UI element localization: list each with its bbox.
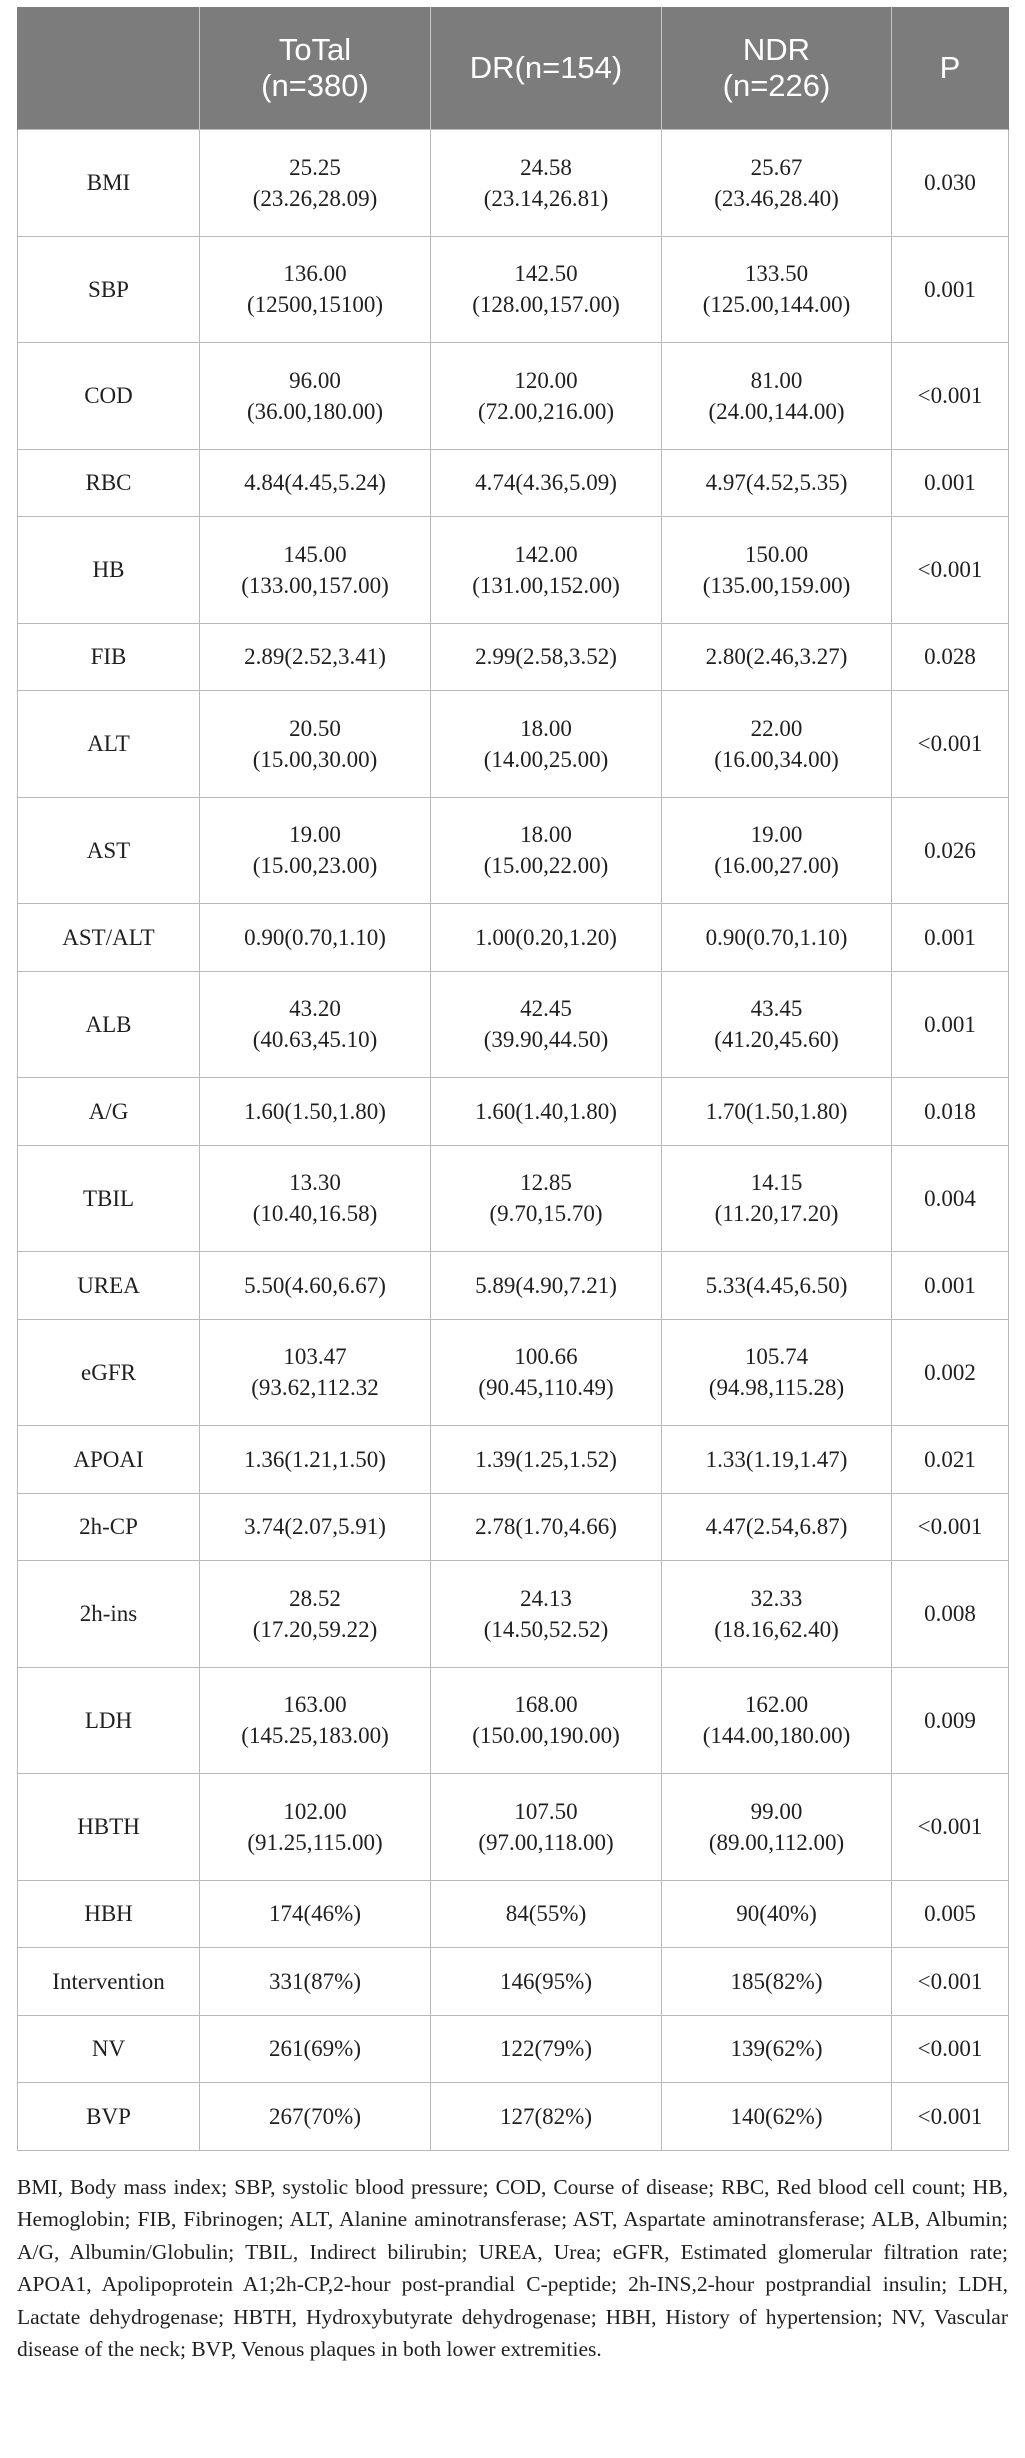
cell-p-value: 0.002 xyxy=(892,1319,1009,1426)
cell-ndr xyxy=(662,2083,892,2151)
header-ndr xyxy=(662,7,892,130)
cell-variable: 2h-CP xyxy=(18,1493,200,1561)
cell-total xyxy=(200,691,431,798)
cell-variable: HBTH xyxy=(18,1774,200,1881)
cell-total-line: 331(87%) xyxy=(269,1968,361,1994)
cell-ndr-line: 162.00 xyxy=(744,1692,809,1718)
cell-total-line: 103.47 xyxy=(283,1344,347,1370)
cell-total-line: 145.00 xyxy=(283,541,347,567)
cell-total-line: 136.00 xyxy=(283,261,347,287)
cell-variable: eGFR xyxy=(18,1319,200,1426)
cell-dr-line: 2.78(1.70,4.66) xyxy=(475,1514,617,1540)
cell-total xyxy=(200,2015,431,2083)
header-p-line: P xyxy=(939,50,961,85)
cell-variable: ALB xyxy=(18,971,200,1078)
cell-ndr-line: 140(62%) xyxy=(730,2103,823,2129)
cell-dr-line: (90.45,110.49) xyxy=(478,1375,614,1401)
header-row xyxy=(18,7,1009,130)
cell-dr xyxy=(431,1078,662,1146)
cell-dr-line: (39.90,44.50) xyxy=(483,1027,609,1053)
cell-ndr xyxy=(662,1078,892,1146)
cell-ndr-line: (125.00,144.00) xyxy=(702,292,851,318)
cell-p-value: 0.028 xyxy=(892,623,1009,691)
cell-total-line: 13.30 xyxy=(289,1170,341,1196)
table-row xyxy=(18,1948,1009,2016)
cell-ndr-line: 90(40%) xyxy=(736,1901,817,1927)
cell-total-line: (15.00,23.00) xyxy=(252,853,378,879)
cell-dr xyxy=(431,971,662,1078)
cell-total xyxy=(200,449,431,517)
cell-total-line: 19.00 xyxy=(289,822,341,848)
cell-p-value: 0.004 xyxy=(892,1145,1009,1252)
cell-dr-line: 18.00 xyxy=(520,715,572,741)
cell-total-line: 1.36(1.21,1.50) xyxy=(244,1446,386,1472)
cell-dr xyxy=(431,1252,662,1320)
cell-ndr xyxy=(662,971,892,1078)
cell-ndr xyxy=(662,1561,892,1668)
cell-ndr xyxy=(662,1774,892,1881)
cell-dr-line: 142.00 xyxy=(514,541,578,567)
table-row xyxy=(18,1426,1009,1494)
cell-total xyxy=(200,1561,431,1668)
table-row xyxy=(18,236,1009,343)
cell-ndr-line: (135.00,159.00) xyxy=(702,572,851,598)
cell-total-line: (23.26,28.09) xyxy=(252,185,378,211)
cell-dr-line: 24.58 xyxy=(520,154,572,180)
cell-dr-line: (15.00,22.00) xyxy=(483,853,609,879)
cell-total-line: (133.00,157.00) xyxy=(241,572,389,598)
cell-ndr xyxy=(662,1252,892,1320)
cell-total-line: 102.00 xyxy=(283,1798,347,1824)
cell-total xyxy=(200,1774,431,1881)
cell-dr-line: 5.89(4.90,7.21) xyxy=(475,1272,617,1298)
cell-total xyxy=(200,343,431,450)
cell-dr-line: 12.85 xyxy=(520,1170,572,1196)
cell-ndr-line: 99.00 xyxy=(750,1798,803,1824)
cell-dr-line: (14.00,25.00) xyxy=(483,746,609,772)
cell-ndr-line: 105.74 xyxy=(744,1344,809,1370)
cell-total-line: (93.62,112.32 xyxy=(251,1375,379,1401)
cell-ndr xyxy=(662,1319,892,1426)
table-row xyxy=(18,1252,1009,1320)
cell-total-line: (91.25,115.00) xyxy=(247,1829,383,1855)
cell-variable: FIB xyxy=(18,623,200,691)
cell-total-line: 5.50(4.60,6.67) xyxy=(244,1272,386,1298)
cell-total-line: 43.20 xyxy=(289,996,341,1022)
cell-ndr-line: 185(82%) xyxy=(730,1968,823,1994)
cell-total-line: (17.20,59.22) xyxy=(252,1616,378,1642)
cell-variable: A/G xyxy=(18,1078,200,1146)
cell-ndr xyxy=(662,797,892,904)
cell-dr xyxy=(431,691,662,798)
cell-ndr-line: 133.50 xyxy=(744,261,809,287)
cell-dr-line: (9.70,15.70) xyxy=(489,1201,603,1227)
cell-dr-line: 2.99(2.58,3.52) xyxy=(475,644,617,670)
cell-total xyxy=(200,1319,431,1426)
cell-dr-line: (14.50,52.52) xyxy=(483,1616,609,1642)
data-table xyxy=(17,7,1009,2151)
table-row xyxy=(18,1561,1009,1668)
cell-ndr xyxy=(662,517,892,624)
table-row xyxy=(18,517,1009,624)
document-page xyxy=(17,7,1008,2366)
cell-ndr-line: 32.33 xyxy=(750,1585,803,1611)
cell-ndr xyxy=(662,1948,892,2016)
cell-p-value: 0.021 xyxy=(892,1426,1009,1494)
cell-p-value: 0.001 xyxy=(892,971,1009,1078)
cell-dr xyxy=(431,517,662,624)
cell-p-value: 0.005 xyxy=(892,1880,1009,1948)
cell-total-line: 2.89(2.52,3.41) xyxy=(244,644,386,670)
cell-ndr xyxy=(662,1426,892,1494)
cell-dr-line: (97.00,118.00) xyxy=(478,1829,614,1855)
cell-ndr xyxy=(662,343,892,450)
cell-variable: BMI xyxy=(18,130,200,237)
cell-total xyxy=(200,797,431,904)
cell-dr-line: 1.39(1.25,1.52) xyxy=(475,1446,617,1472)
table-row xyxy=(18,2083,1009,2151)
cell-p-value: <0.001 xyxy=(892,1774,1009,1881)
cell-p-value: 0.018 xyxy=(892,1078,1009,1146)
cell-ndr-line: 5.33(4.45,6.50) xyxy=(705,1272,848,1298)
table-row xyxy=(18,343,1009,450)
cell-p-value: <0.001 xyxy=(892,1948,1009,2016)
cell-p-value: <0.001 xyxy=(892,517,1009,624)
cell-p-value: <0.001 xyxy=(892,691,1009,798)
cell-dr-line: 24.13 xyxy=(520,1585,572,1611)
cell-ndr xyxy=(662,623,892,691)
table-header xyxy=(18,7,1009,130)
cell-variable: RBC xyxy=(18,449,200,517)
cell-total-line: 163.00 xyxy=(283,1692,347,1718)
cell-ndr xyxy=(662,130,892,237)
header-total xyxy=(200,7,431,130)
cell-p-value: 0.008 xyxy=(892,1561,1009,1668)
cell-ndr-line: (23.46,28.40) xyxy=(714,185,839,211)
cell-ndr-line: 43.45 xyxy=(750,996,803,1022)
cell-total-line: (12500,15100) xyxy=(246,292,384,318)
cell-variable: APOAI xyxy=(18,1426,200,1494)
cell-dr-line: 127(82%) xyxy=(500,2103,592,2129)
table-row xyxy=(18,1319,1009,1426)
cell-dr xyxy=(431,1319,662,1426)
cell-dr-line: (128.00,157.00) xyxy=(472,292,620,318)
header-p xyxy=(892,7,1009,130)
cell-variable: LDH xyxy=(18,1667,200,1774)
cell-variable: UREA xyxy=(18,1252,200,1320)
cell-dr-line: 122(79%) xyxy=(500,2036,592,2062)
table-row xyxy=(18,130,1009,237)
cell-dr xyxy=(431,130,662,237)
table-row xyxy=(18,449,1009,517)
cell-total xyxy=(200,1493,431,1561)
cell-total xyxy=(200,971,431,1078)
cell-total xyxy=(200,1426,431,1494)
header-dr xyxy=(431,7,662,130)
cell-total xyxy=(200,1252,431,1320)
table-row xyxy=(18,1145,1009,1252)
cell-total-line: 4.84(4.45,5.24) xyxy=(244,470,386,496)
cell-variable: HBH xyxy=(18,1880,200,1948)
cell-ndr-line: 19.00 xyxy=(750,822,803,848)
cell-dr xyxy=(431,1880,662,1948)
table-row xyxy=(18,1667,1009,1774)
cell-total-line: 261(69%) xyxy=(269,2036,361,2062)
cell-total xyxy=(200,517,431,624)
cell-ndr xyxy=(662,691,892,798)
cell-total-line: 0.90(0.70,1.10) xyxy=(244,924,386,950)
cell-ndr-line: (41.20,45.60) xyxy=(714,1027,839,1053)
cell-total xyxy=(200,1078,431,1146)
cell-ndr-line: 81.00 xyxy=(750,367,803,393)
cell-variable: Intervention xyxy=(18,1948,200,2016)
cell-dr-line: (72.00,216.00) xyxy=(477,398,615,424)
cell-dr-line: 107.50 xyxy=(514,1798,578,1824)
cell-total-line: 174(46%) xyxy=(269,1901,361,1927)
cell-variable: AST/ALT xyxy=(18,904,200,972)
cell-total-line: 28.52 xyxy=(289,1585,341,1611)
cell-total xyxy=(200,1880,431,1948)
cell-total xyxy=(200,236,431,343)
cell-total-line: (36.00,180.00) xyxy=(246,398,384,424)
cell-dr-line: 168.00 xyxy=(514,1692,578,1718)
cell-total-line: (145.25,183.00) xyxy=(241,1723,389,1749)
cell-ndr xyxy=(662,1880,892,1948)
cell-ndr-line: 1.33(1.19,1.47) xyxy=(705,1446,848,1472)
cell-p-value: 0.001 xyxy=(892,1252,1009,1320)
cell-ndr xyxy=(662,1145,892,1252)
cell-ndr-line: (11.20,17.20) xyxy=(714,1201,839,1227)
cell-total xyxy=(200,904,431,972)
cell-ndr xyxy=(662,236,892,343)
table-row xyxy=(18,623,1009,691)
cell-total xyxy=(200,623,431,691)
cell-dr-line: 18.00 xyxy=(520,822,572,848)
cell-dr-line: 42.45 xyxy=(520,996,572,1022)
cell-ndr-line: 22.00 xyxy=(750,715,803,741)
cell-dr xyxy=(431,2015,662,2083)
table-row xyxy=(18,2015,1009,2083)
cell-total xyxy=(200,2083,431,2151)
table-row xyxy=(18,691,1009,798)
cell-ndr xyxy=(662,1493,892,1561)
cell-ndr xyxy=(662,449,892,517)
table-row xyxy=(18,1880,1009,1948)
cell-dr-line: (131.00,152.00) xyxy=(472,572,620,598)
cell-dr xyxy=(431,1561,662,1668)
cell-dr-line: 100.66 xyxy=(514,1344,578,1370)
cell-variable: HB xyxy=(18,517,200,624)
cell-ndr xyxy=(662,1667,892,1774)
cell-dr xyxy=(431,2083,662,2151)
cell-dr-line: (23.14,26.81) xyxy=(483,185,609,211)
cell-dr xyxy=(431,1948,662,2016)
cell-dr xyxy=(431,343,662,450)
cell-ndr-line: (94.98,115.28) xyxy=(708,1375,845,1401)
header-ndr-line: (n=226) xyxy=(722,68,831,103)
cell-dr xyxy=(431,904,662,972)
cell-p-value: 0.001 xyxy=(892,236,1009,343)
cell-dr-line: 120.00 xyxy=(514,367,578,393)
cell-total xyxy=(200,1948,431,2016)
cell-variable: NV xyxy=(18,2015,200,2083)
cell-p-value: 0.030 xyxy=(892,130,1009,237)
table-row xyxy=(18,971,1009,1078)
table-body xyxy=(18,130,1009,2151)
cell-ndr-line: 25.67 xyxy=(750,154,803,180)
cell-dr xyxy=(431,1774,662,1881)
cell-ndr-line: (18.16,62.40) xyxy=(714,1616,839,1642)
cell-ndr xyxy=(662,904,892,972)
cell-ndr-line: (89.00,112.00) xyxy=(708,1829,845,1855)
cell-variable: COD xyxy=(18,343,200,450)
cell-total xyxy=(200,1667,431,1774)
table-row xyxy=(18,1078,1009,1146)
cell-ndr-line: 14.15 xyxy=(750,1170,803,1196)
cell-ndr-line: (16.00,27.00) xyxy=(714,853,839,879)
cell-dr xyxy=(431,797,662,904)
cell-dr-line: 84(55%) xyxy=(505,1901,587,1927)
cell-p-value: <0.001 xyxy=(892,2015,1009,2083)
cell-dr-line: 146(95%) xyxy=(500,1968,592,1994)
cell-total xyxy=(200,130,431,237)
cell-dr xyxy=(431,449,662,517)
cell-dr-line: 142.50 xyxy=(514,261,578,287)
table-row xyxy=(18,904,1009,972)
cell-total-line: 20.50 xyxy=(289,715,341,741)
header-variable xyxy=(18,7,200,130)
table-row xyxy=(18,1774,1009,1881)
cell-variable: ALT xyxy=(18,691,200,798)
header-ndr-line: NDR xyxy=(742,32,811,67)
cell-total-line: 1.60(1.50,1.80) xyxy=(244,1098,386,1124)
cell-total-line: (10.40,16.58) xyxy=(252,1201,378,1227)
cell-ndr-line: 4.47(2.54,6.87) xyxy=(705,1514,848,1540)
cell-variable: TBIL xyxy=(18,1145,200,1252)
cell-ndr-line: 4.97(4.52,5.35) xyxy=(705,470,848,496)
cell-dr-line: (150.00,190.00) xyxy=(472,1723,620,1749)
cell-dr xyxy=(431,1667,662,1774)
cell-variable: 2h-ins xyxy=(18,1561,200,1668)
cell-ndr-line: 139(62%) xyxy=(730,2036,823,2062)
cell-ndr-line: 2.80(2.46,3.27) xyxy=(705,644,848,670)
table-row xyxy=(18,797,1009,904)
cell-dr xyxy=(431,623,662,691)
cell-dr-line: 1.00(0.20,1.20) xyxy=(475,924,617,950)
cell-variable: AST xyxy=(18,797,200,904)
cell-dr xyxy=(431,236,662,343)
cell-ndr-line: (24.00,144.00) xyxy=(708,398,845,424)
cell-p-value: 0.009 xyxy=(892,1667,1009,1774)
cell-dr-line: 1.60(1.40,1.80) xyxy=(475,1098,617,1124)
cell-p-value: 0.026 xyxy=(892,797,1009,904)
cell-p-value: <0.001 xyxy=(892,2083,1009,2151)
cell-ndr-line: 150.00 xyxy=(744,541,809,567)
cell-total xyxy=(200,1145,431,1252)
header-total-line: ToTal xyxy=(278,32,352,67)
cell-total-line: (40.63,45.10) xyxy=(252,1027,378,1053)
cell-total-line: 96.00 xyxy=(289,367,341,393)
header-dr-line: DR(n=154) xyxy=(469,50,623,85)
cell-dr xyxy=(431,1493,662,1561)
cell-ndr-line: 1.70(1.50,1.80) xyxy=(705,1098,848,1124)
cell-total-line: 267(70%) xyxy=(269,2103,361,2129)
table-row xyxy=(18,1493,1009,1561)
cell-variable: BVP xyxy=(18,2083,200,2151)
header-total-line: (n=380) xyxy=(261,68,369,103)
cell-ndr-line: (16.00,34.00) xyxy=(714,746,839,772)
cell-variable: SBP xyxy=(18,236,200,343)
cell-dr-line: 4.74(4.36,5.09) xyxy=(475,470,617,496)
cell-ndr-line: 0.90(0.70,1.10) xyxy=(705,924,848,950)
cell-ndr-line: (144.00,180.00) xyxy=(702,1723,851,1749)
cell-dr xyxy=(431,1426,662,1494)
cell-p-value: <0.001 xyxy=(892,343,1009,450)
cell-p-value: 0.001 xyxy=(892,904,1009,972)
cell-p-value: 0.001 xyxy=(892,449,1009,517)
cell-p-value: <0.001 xyxy=(892,1493,1009,1561)
cell-dr xyxy=(431,1145,662,1252)
table-footnote: BMI, Body mass index; SBP, systolic blood pressure; COD, Course of disease; RBC, Red blood cell count; HB, Hemoglobin; FIB, Fibrinogen; ALT, Alanine aminotransferase; AST, Aspartate aminotransferase; ALB, Albumin; A/G, Albumin/Globulin; TBIL, Indirect bilirubin; UREA, Urea; eGFR, Estimated glomerular filtration rate; APOA1, Apolipoprotein A1;2h-CP,2-hour post-prandial C-peptide; 2h-INS,2-hour postprandial insulin; LDH, Lactate dehydrogenase; HBTH, Hydroxybutyrate dehydrogenase; HBH, History of hypertension; NV, Vascular disease of the neck; BVP, Venous plaques in both lower extremities. xyxy=(17,2174,1008,2361)
cell-ndr xyxy=(662,2015,892,2083)
cell-total-line: 3.74(2.07,5.91) xyxy=(244,1514,386,1540)
cell-total-line: (15.00,30.00) xyxy=(252,746,378,772)
cell-total-line: 25.25 xyxy=(289,154,341,180)
